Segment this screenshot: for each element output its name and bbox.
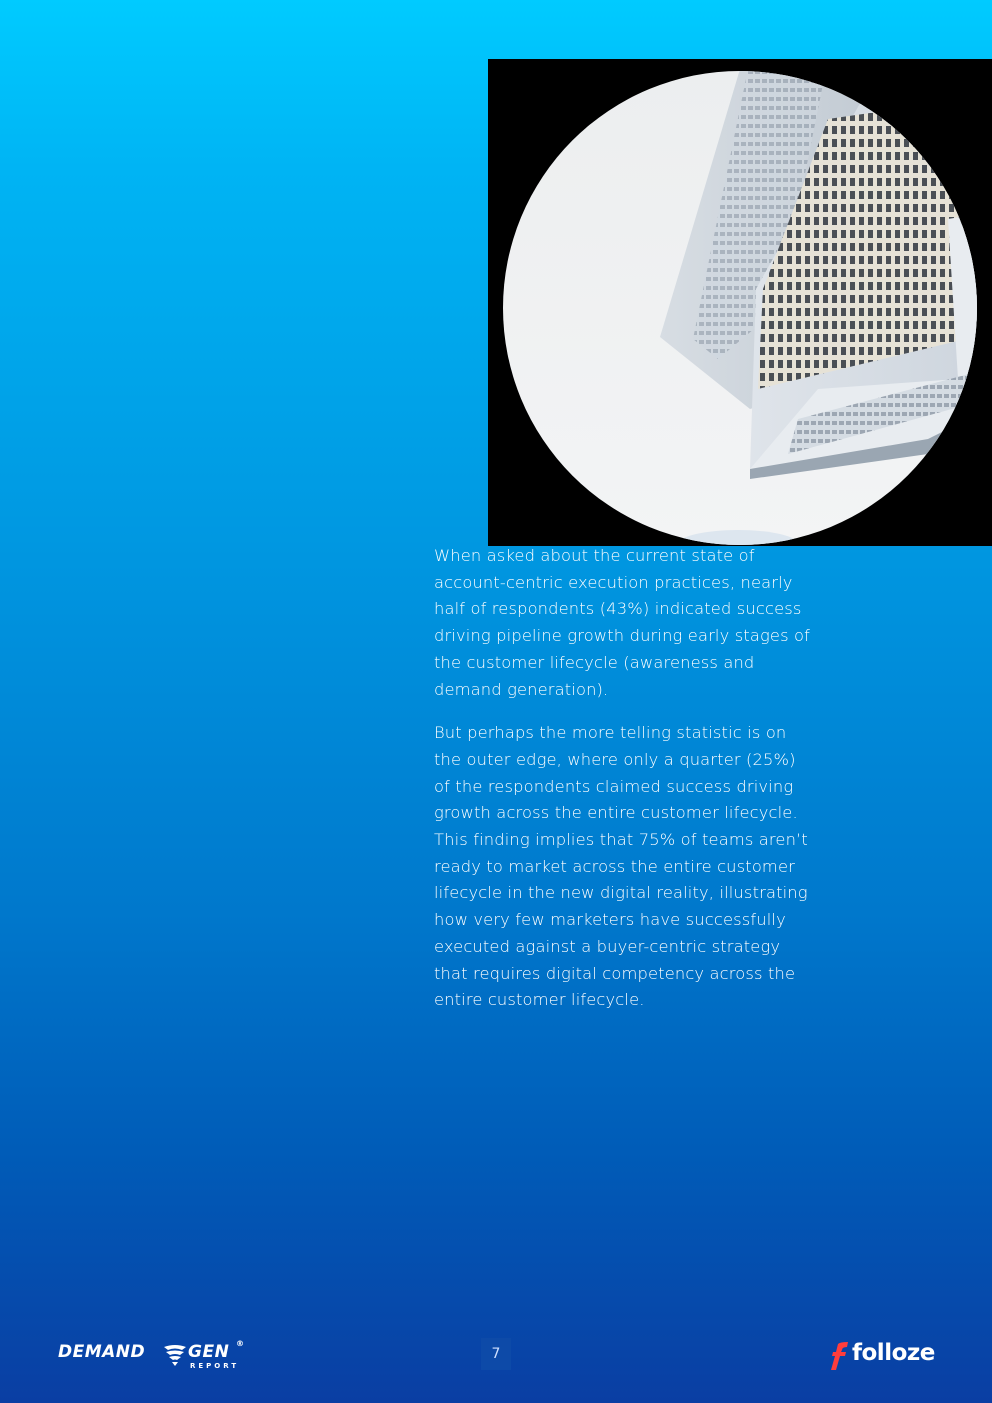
folloze-logo xyxy=(830,1338,940,1372)
skyscraper-photo-circle-icon xyxy=(488,59,992,546)
logo-word-gen: GEN xyxy=(188,1342,230,1362)
registered-mark: ® xyxy=(236,1339,245,1348)
page-number: 7 xyxy=(481,1338,511,1370)
demandgen-swirl-icon xyxy=(162,1341,188,1367)
demandgen-logo xyxy=(58,1338,258,1372)
footer xyxy=(0,1330,992,1380)
folloze-wordmark: folloze xyxy=(852,1340,935,1366)
logo-word-demand: DEMAND xyxy=(58,1342,146,1362)
logo-word-report: REPORT xyxy=(190,1362,240,1370)
paragraph-1: When asked about the current state of account-centric execution practices, nearly half of respondents (43%) indicated success driving pipeline growth during early stages of the customer lifecycle (awareness and demand generation). xyxy=(434,546,811,699)
building-photo xyxy=(488,59,992,546)
folloze-f-icon xyxy=(830,1342,850,1370)
body-copy xyxy=(434,543,814,1031)
paragraph-2: But perhaps the more telling statistic is on the outer edge, where only a quarter (25%) of the respondents claimed success driving growth across the entire customer lifecycle. This finding implies that 75% of teams aren’t ready to market across the entire customer lifecycle in the new digital reality, illustrating how very few marketers have successfully executed against a buyer-centric strategy that requires digital competency across the entire customer lifecycle. xyxy=(434,723,808,1010)
